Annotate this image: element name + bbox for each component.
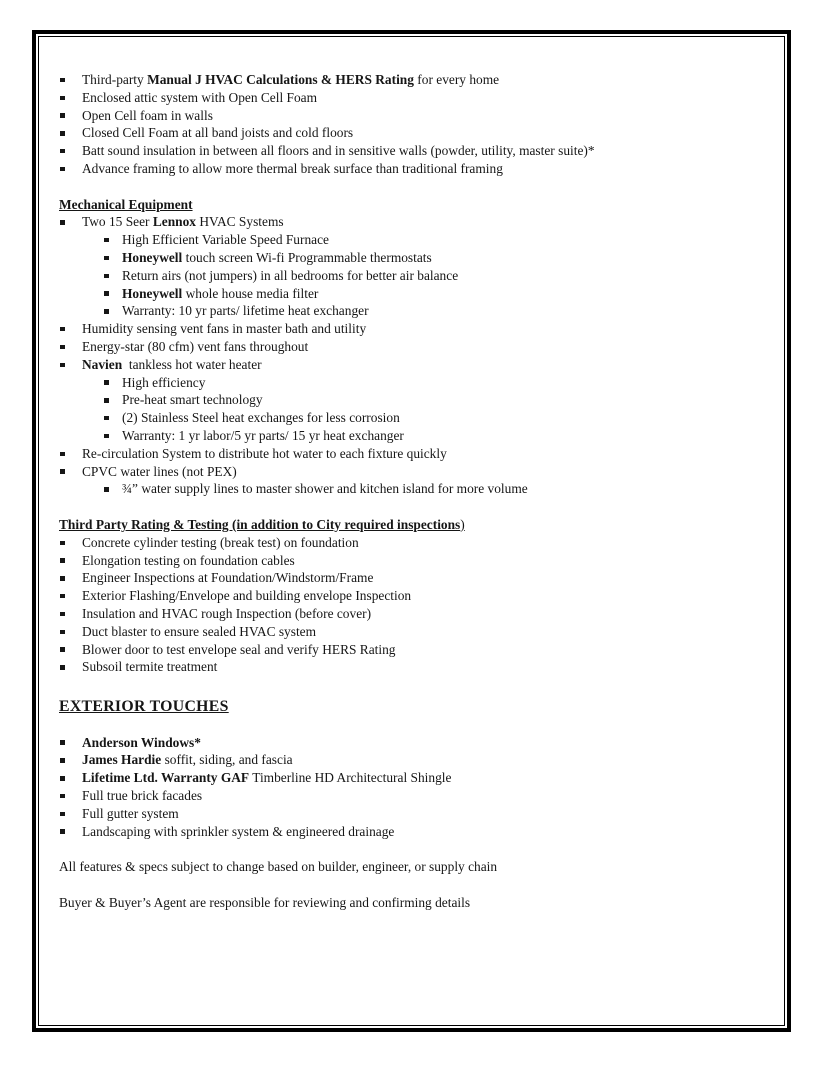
bullet-item [59, 124, 768, 142]
bullet-square-icon [104, 380, 109, 385]
section-heading [59, 196, 768, 214]
paragraph [59, 894, 768, 912]
bullet-square-icon [60, 829, 65, 834]
bullet-item [59, 89, 768, 107]
text-segment: soffit, siding, and fascia [161, 752, 293, 768]
bullet-item [59, 751, 768, 769]
text-segment: Insulation and HVAC rough Inspection (before cover) [82, 605, 372, 621]
text-segment: Re-circulation System to distribute hot water to each fixture quickly [82, 445, 447, 461]
text-segment: Duct blaster to ensure sealed HVAC system [82, 623, 317, 639]
text-segment: High efficiency [122, 374, 206, 390]
bullet-item [59, 534, 768, 552]
text-segment: Third-party [82, 72, 148, 87]
text-segment: ) [460, 516, 465, 532]
bullet-square-icon [104, 256, 109, 261]
text-segment: (2) Stainless Steel heat exchanges for less corrosion [122, 410, 400, 426]
sub-bullet-item [59, 480, 768, 498]
text-segment: James Hardie [82, 752, 162, 768]
text-segment: Warranty: 10 yr parts/ lifetime heat exchanger [122, 303, 369, 319]
sub-bullet-item [59, 409, 768, 427]
page-border-inner [38, 36, 785, 1026]
text-segment: whole house media filter [182, 285, 319, 301]
bullet-square-icon [60, 776, 65, 781]
bullet-square-icon [104, 291, 109, 296]
text-segment: Landscaping with sprinkler system & engineered drainage [82, 823, 395, 839]
text-segment: Anderson Windows* [82, 734, 201, 750]
bullet-item [59, 823, 768, 841]
text-segment: Closed Cell Foam at all band joists and cold floors [82, 125, 354, 141]
text-segment: Warranty: 1 yr labor/5 yr parts/ 15 yr heat exchanger [122, 427, 404, 443]
bullet-square-icon [60, 96, 65, 101]
bullet-item [59, 658, 768, 676]
bullet-square-icon [104, 416, 109, 421]
bullet-square-icon [60, 740, 65, 745]
bullet-item [59, 338, 768, 356]
spacer [59, 718, 768, 734]
sub-bullet-item [59, 267, 768, 285]
text-segment: Lennox [152, 214, 197, 230]
bullet-square-icon [60, 541, 65, 546]
bullet-square-icon [60, 758, 65, 763]
text-segment: CPVC water lines (not PEX) [82, 463, 237, 479]
bullet-square-icon [60, 327, 65, 332]
spacer [59, 876, 768, 894]
heading-text [59, 698, 229, 715]
text-segment: Return airs (not jumpers) in all bedrooms for better air balance [122, 267, 459, 283]
spacer [59, 498, 768, 516]
text-segment: Honeywell [122, 249, 183, 265]
bullet-square-icon [104, 274, 109, 279]
text-segment: Elongation testing on foundation cables [82, 552, 295, 568]
text-segment: Engineer Inspections at Foundation/Windstorm/Frame [82, 570, 374, 586]
bullet-square-icon [60, 594, 65, 599]
bullet-square-icon [60, 469, 65, 474]
text-segment: ¾” water supply lines to master shower and kitchen island for more volume [122, 481, 528, 497]
bullet-square-icon [60, 612, 65, 617]
bullet-square-icon [104, 398, 109, 403]
text-segment: Pre-heat smart technology [122, 392, 263, 408]
text-segment: Two 15 Seer [82, 214, 153, 230]
bullet-item [59, 213, 768, 231]
sub-bullet-item [59, 249, 768, 267]
bullet-square-icon [60, 812, 65, 817]
text-segment: Full true brick facades [82, 788, 203, 804]
bullet-item [59, 805, 768, 823]
text-segment: Timberline HD Architectural Shingle [249, 770, 452, 786]
text-segment: touch screen Wi-fi Programmable thermostats [182, 249, 432, 265]
text-segment: All features & specs subject to change based on builder, engineer, or supply chain [59, 859, 498, 875]
bullet-square-icon [60, 363, 65, 368]
text-segment: Concrete cylinder testing (break test) on foundation [82, 534, 359, 550]
bullet-item [59, 552, 768, 570]
bullet-item [59, 107, 768, 125]
bullet-item [59, 356, 768, 374]
text-segment: Third Party Rating & Testing (in addition to City required inspections [59, 516, 461, 532]
text-segment: tankless hot water heater [122, 356, 262, 372]
text-segment: Exterior Flashing/Envelope and building envelope Inspection [82, 588, 412, 604]
bullet-item [59, 569, 768, 587]
bullet-item [59, 623, 768, 641]
sub-bullet-item [59, 374, 768, 392]
bullet-item [59, 71, 768, 89]
page-border-outer [32, 30, 791, 1032]
section-heading [59, 516, 768, 534]
text-segment: Energy-star (80 cfm) vent fans throughout [82, 338, 309, 354]
text-segment: Manual J HVAC Calculations & HERS Rating [147, 72, 414, 87]
bullet-square-icon [60, 665, 65, 670]
bullet-square-icon [60, 113, 65, 118]
sub-bullet-item [59, 302, 768, 320]
bullet-square-icon [60, 576, 65, 581]
document-body [39, 37, 784, 1025]
heading-text [59, 197, 193, 212]
sub-bullet-item [59, 427, 768, 445]
text-segment: EXTERIOR TOUCHES [59, 697, 229, 715]
text-segment: Subsoil termite treatment [82, 659, 218, 675]
sub-bullet-item [59, 285, 768, 303]
text-segment: Open Cell foam in walls [82, 107, 213, 123]
text-segment: High Efficient Variable Speed Furnace [122, 232, 329, 248]
text-segment: Full gutter system [82, 805, 179, 821]
text-segment: Navien [82, 356, 123, 372]
text-segment: Mechanical Equipment [59, 196, 193, 212]
bullet-item [59, 605, 768, 623]
major-heading [59, 696, 768, 718]
bullet-square-icon [60, 149, 65, 154]
bullet-item [59, 142, 768, 160]
bullet-square-icon [104, 487, 109, 492]
bullet-square-icon [60, 452, 65, 457]
bullet-item [59, 463, 768, 481]
bullet-item [59, 160, 768, 178]
bullet-item [59, 787, 768, 805]
bullet-item [59, 769, 768, 787]
bullet-item [59, 641, 768, 659]
text-segment: Humidity sensing vent fans in master bath and utility [82, 321, 367, 337]
heading-text [59, 517, 465, 532]
text-segment: Enclosed attic system with Open Cell Foam [82, 89, 318, 105]
text-segment: Buyer & Buyer’s Agent are responsible for reviewing and confirming details [59, 894, 471, 910]
bullet-square-icon [60, 630, 65, 635]
spacer [59, 676, 768, 696]
bullet-square-icon [60, 345, 65, 350]
text-segment: Blower door to test envelope seal and verify HERS Rating [82, 641, 396, 657]
bullet-item [59, 320, 768, 338]
text-segment: Batt sound insulation in between all floors and in sensitive walls (powder, utility, master suite)* [82, 143, 595, 159]
text-segment: HVAC Systems [196, 214, 284, 230]
text-segment: Advance framing to allow more thermal break surface than traditional framing [82, 160, 503, 176]
bullet-square-icon [60, 647, 65, 652]
sub-bullet-item [59, 231, 768, 249]
bullet-square-icon [60, 220, 65, 225]
sub-bullet-item [59, 391, 768, 409]
bullet-square-icon [60, 167, 65, 172]
paragraph [59, 858, 768, 876]
text-segment: Honeywell [122, 285, 183, 301]
bullet-square-icon [104, 238, 109, 243]
bullet-square-icon [60, 131, 65, 136]
bullet-item [59, 734, 768, 752]
bullet-square-icon [60, 78, 65, 83]
text-segment: Lifetime Ltd. Warranty GAF [82, 770, 250, 786]
spacer [59, 840, 768, 858]
text-segment: for every home [413, 72, 500, 87]
bullet-item [59, 587, 768, 605]
bullet-item [59, 445, 768, 463]
bullet-square-icon [104, 434, 109, 439]
bullet-square-icon [60, 558, 65, 563]
spacer [59, 178, 768, 196]
bullet-square-icon [60, 794, 65, 799]
bullet-square-icon [104, 309, 109, 314]
